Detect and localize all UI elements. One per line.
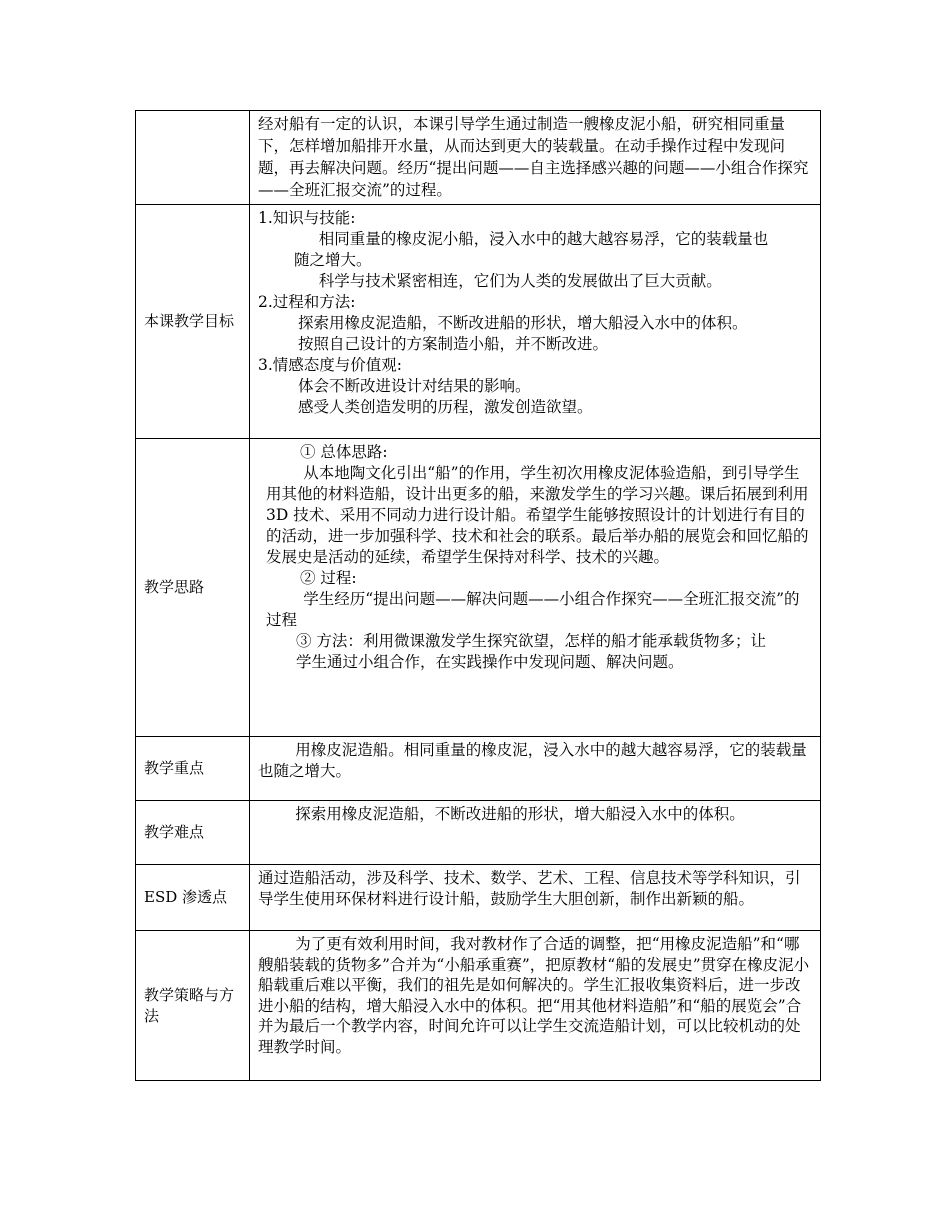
row-content-cell	[250, 111, 821, 205]
approach-method-heading: ③ 方法：	[296, 632, 363, 650]
key-points-text: 用橡皮泥造船。相同重量的橡皮泥，浸入水中的越大越容易浮，它的装载量也随之增大。	[258, 741, 807, 780]
strategy-text: 为了更有效利用时间，我对教材作了合适的调整，把“用橡皮泥造船”和“哪艘船装载的货物多”合并为“小船承重赛”，把原教材“船的发展史”贯穿在橡皮泥小船载重后难以平衡，我们的祖先是如何解决的。学生汇报收集资料后，进一步改进小船的结构，增大船浸入水中的体积。把“用其他材料造船”和“船的展览会”合并为最后一个教学内容，时间允许可以让学生交流造船计划，可以比较机动的处理教学时间。	[258, 935, 810, 1056]
row-label-approach: 教学思路	[144, 578, 205, 596]
table-row-difficulties	[136, 801, 821, 865]
table-row-strategy	[136, 931, 821, 1081]
table-row-intro	[136, 111, 821, 205]
section-heading: 2.过程和方法:	[258, 293, 356, 311]
approach-method-text: 利用微课激发学生探究欲望，怎样的船才能承载货物多；让学生通过小组合作，在实践操作中发现问题、解决问题。	[296, 632, 766, 671]
row-label-cell	[136, 931, 250, 1081]
row-label-objectives: 本课教学目标	[144, 312, 235, 330]
row-label-cell	[136, 205, 250, 439]
section-item: 科学与技术紧密相连，它们为人类的发展做出了巨大贡献。	[318, 272, 722, 290]
row-content-cell	[250, 439, 821, 737]
row-label-cell	[136, 801, 250, 865]
row-content-cell	[250, 801, 821, 865]
section-heading: 1.知识与技能:	[258, 209, 356, 227]
row-label-strategy: 教学策略与方法	[144, 985, 235, 1025]
esd-text: 通过造船活动，涉及科学、技术、数学、艺术、工程、信息技术等学科知识，引导学生使用环保材料进行设计船，鼓励学生大胆创新，制作出新颖的船。	[258, 869, 801, 908]
row-label-cell	[136, 111, 250, 205]
row-label-cell	[136, 439, 250, 737]
difficulties-text: 探索用橡皮泥造船，不断改进船的形状，增大船浸入水中的体积。	[295, 805, 745, 823]
table-row-approach	[136, 439, 821, 737]
row-content-cell	[250, 931, 821, 1081]
section-item: 感受人类创造发明的历程，激发创造欲望。	[298, 398, 593, 416]
table-row-key-points	[136, 737, 821, 801]
row-content-cell	[250, 737, 821, 801]
section-heading: 3.情感态度与价值观:	[258, 356, 403, 374]
lesson-plan-table	[135, 110, 821, 1081]
row-label-esd: ESD 渗透点	[144, 888, 228, 906]
row-label-cell	[136, 865, 250, 931]
approach-heading: ② 过程:	[300, 569, 357, 587]
row-label-difficulties: 教学难点	[144, 823, 205, 841]
intro-text: 经对船有一定的认识，本课引导学生通过制造一艘橡皮泥小船，研究相同重量下，怎样增加船排开水量，从而达到更大的装载量。在动手操作过程中发现问题，再去解决问题。经历“提出问题——自主选择感兴趣的问题——小组合作探究——全班汇报交流”的过程。	[258, 115, 809, 199]
row-content-cell	[250, 865, 821, 931]
row-label-key-points: 教学重点	[144, 759, 205, 777]
approach-text: 从本地陶文化引出“船”的作用，学生初次用橡皮泥体验造船，到引导学生用其他的材料造船，设计出更多的船，来激发学生的学习兴趣。课后拓展到利用 3D 技术、采用不同动力进行设计船。希望学生能够按照设计的计划进行有目的的活动，进一步加强科学、技术和社会的联系。最后举办船的展览会和回忆船的发展史是活动的延续，希望学生保持对科学、技术的兴趣。	[266, 464, 809, 566]
row-label-cell	[136, 737, 250, 801]
section-item: 探索用橡皮泥造船，不断改进船的形状，增大船浸入水中的体积。	[298, 314, 748, 332]
section-item: 体会不断改进设计对结果的影响。	[298, 377, 531, 395]
table-row-esd	[136, 865, 821, 931]
row-content-cell	[250, 205, 821, 439]
section-item: 相同重量的橡皮泥小船，浸入水中的越大越容易浮，它的装载量也随之增大。	[294, 230, 769, 269]
approach-method	[266, 631, 814, 673]
section-item: 按照自己设计的方案制造小船，并不断改进。	[298, 335, 609, 353]
table-row-objectives	[136, 205, 821, 439]
approach-text: 学生经历“提出问题——解决问题——小组合作探究——全班汇报交流”的过程	[266, 590, 800, 629]
approach-heading: ① 总体思路:	[300, 443, 388, 461]
